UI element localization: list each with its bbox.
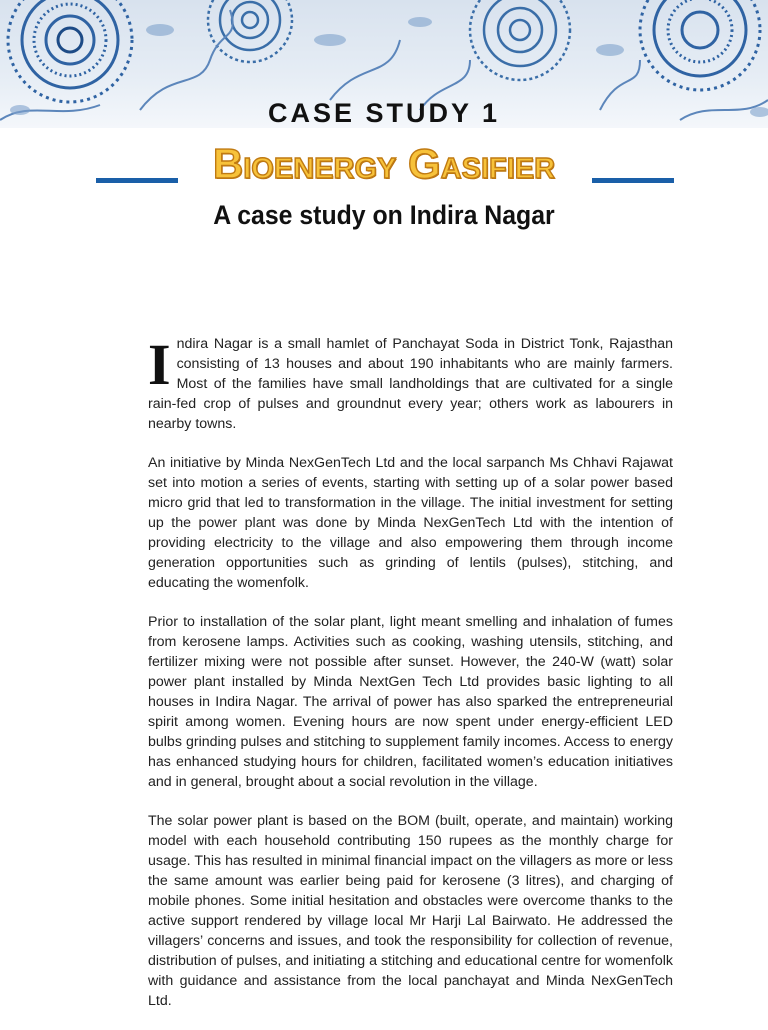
title-rule-left bbox=[96, 178, 178, 183]
case-study-label: CASE STUDY 1 bbox=[267, 98, 501, 128]
paragraph-3: Prior to installation of the solar plant, light meant smelling and inhalation of fumes from kerosene lamps. Activities such as cooking, washing utensils, stitching, and fertilizer mixing were not possible after sunset. However, the 240-W (watt) solar power plant installed by Minda NextGen Tech Ltd provides basic lighting to all houses in Indira Nagar. The arrival of power has also sparked the entrepreneurial spirit among women. Evening hours are now spent under energy-efficient LED bulbs grinding pulses and stitching to supplement family incomes. Access to energy has enhanced studying hours for children, facilitated women’s education initiatives and in general, brought about a social revolution in the village. bbox=[148, 614, 673, 790]
article-body bbox=[148, 334, 673, 1030]
title-rule-right bbox=[592, 178, 674, 183]
paragraph-1-text: ndira Nagar is a small hamlet of Panchayat Soda in District Tonk, Rajasthan consisting of 13 houses and about 190 inhabitants who are mainly farmers. Most of the families have small landholdings that are cultivated for a single rain-fed crop of pulses and groundnut every year; others work as labourers in nearby towns. bbox=[148, 336, 673, 432]
paragraph-1 bbox=[148, 334, 673, 434]
title-row bbox=[0, 140, 768, 190]
page-title: Bioenergy Gasifier bbox=[212, 140, 556, 187]
paragraph-4: The solar power plant is based on the BOM (built, operate, and maintain) working model with each household contributing 150 rupees as the monthly charge for usage. This has resulted in minimal financial impact on the villagers as more or less the same amount was earlier being paid for kerosene (3 litres), and charging of mobile phones. Some initial hesitation and obstacles were overcome thanks to the active support rendered by village local Mr Harji Lal Bairwato. He addressed the villagers’ concerns and issues, and took the responsibility for collection of revenue, distribution of pulses, and initiating a stitching and educational centre for womenfolk with guidance and assistance from the local panchayat and Minda NexGenTech Ltd. bbox=[148, 813, 673, 1009]
drop-cap: I bbox=[148, 332, 171, 397]
paragraph-2: An initiative by Minda NexGenTech Ltd and the local sarpanch Ms Chhavi Rajawat set into motion a series of events, starting with setting up of a solar power based micro grid that led to transformation in the village. The initial investment for setting up the power plant was done by Minda NexGenTech Ltd with the intention of providing electricity to the village and also empowering them through income generation opportunities such as grinding of lentils (pulses), stitching, and educating the womenfolk. bbox=[148, 455, 673, 591]
page-subtitle: A case study on Indira Nagar bbox=[213, 200, 555, 230]
